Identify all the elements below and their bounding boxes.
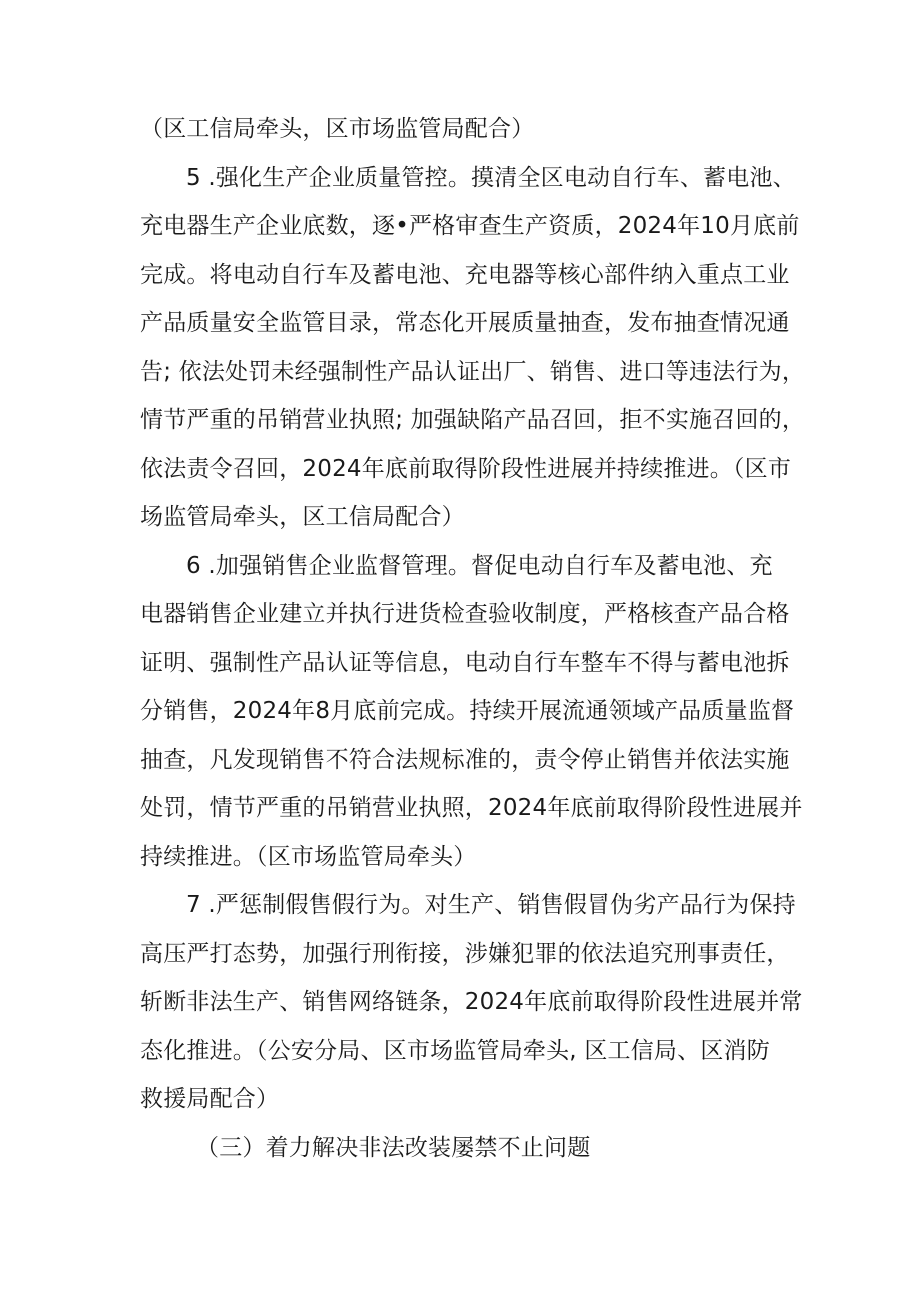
item-6-heading: 6 .加强销售企业监督管理。督促电动自行车及蓄电池、充 (186, 553, 773, 579)
text-line: 完成。将电动自行车及蓄电池、充电器等核心部件纳入重点工业 (140, 262, 790, 288)
text-line: 证明、强制性产品认证等信息，电动自行车整车不得与蓄电池拆 (140, 650, 790, 676)
text-line: 救援局配合） (140, 1086, 280, 1112)
text-line: 抽查，凡发现销售不符合法规标准的，责令停止销售并依法实施 (140, 747, 790, 773)
text-line: 电器销售企业建立并执行进货检查验收制度，严格核查产品合格 (140, 601, 790, 627)
text-line: （区工信局牵头，区市场监管局配合） (140, 116, 535, 142)
text-line: 处罚，情节严重的吊销营业执照，2024年底前取得阶段性进展并 (140, 795, 803, 821)
text-line: 充电器生产企业底数，逐•严格审查生产资质，2024年10月底前 (140, 213, 800, 239)
text-line: 产品质量安全监管目录，常态化开展质量抽查，发布抽查情况通 (140, 310, 790, 336)
section-heading: （三）着力解决非法改装屡禁不止问题 (196, 1135, 591, 1161)
text-line: 场监管局牵头，区工信局配合） (140, 504, 465, 530)
text-line: 斩断非法生产、销售网络链条，2024年底前取得阶段性进展并常 (140, 989, 803, 1015)
text-line: 告; 依法处罚未经强制性产品认证出厂、销售、进口等违法行为， (140, 359, 806, 385)
item-7-heading: 7 .严惩制假售假行为。对生产、销售假冒伪劣产品行为保持 (186, 892, 796, 918)
text-line: 情节严重的吊销营业执照; 加强缺陷产品召回，拒不实施召回的， (140, 407, 806, 433)
text-line: 分销售，2024年8月底前完成。持续开展流通领域产品质量监督 (140, 698, 795, 724)
text-line: 态化推进。（公安分局、区市场监管局牵头, 区工信局、区消防 (140, 1038, 770, 1064)
item-5-heading: 5 .强化生产企业质量管控。摸清全区电动自行车、蓄电池、 (186, 165, 796, 191)
text-line: 依法责令召回，2024年底前取得阶段性进展并持续推进。（区市 (140, 456, 792, 482)
text-line: 持续推进。（区市场监管局牵头） (140, 844, 477, 870)
text-line: 高压严打态势，加强行刑衔接，涉嫌犯罪的依法追究刑事责任， (140, 941, 790, 967)
